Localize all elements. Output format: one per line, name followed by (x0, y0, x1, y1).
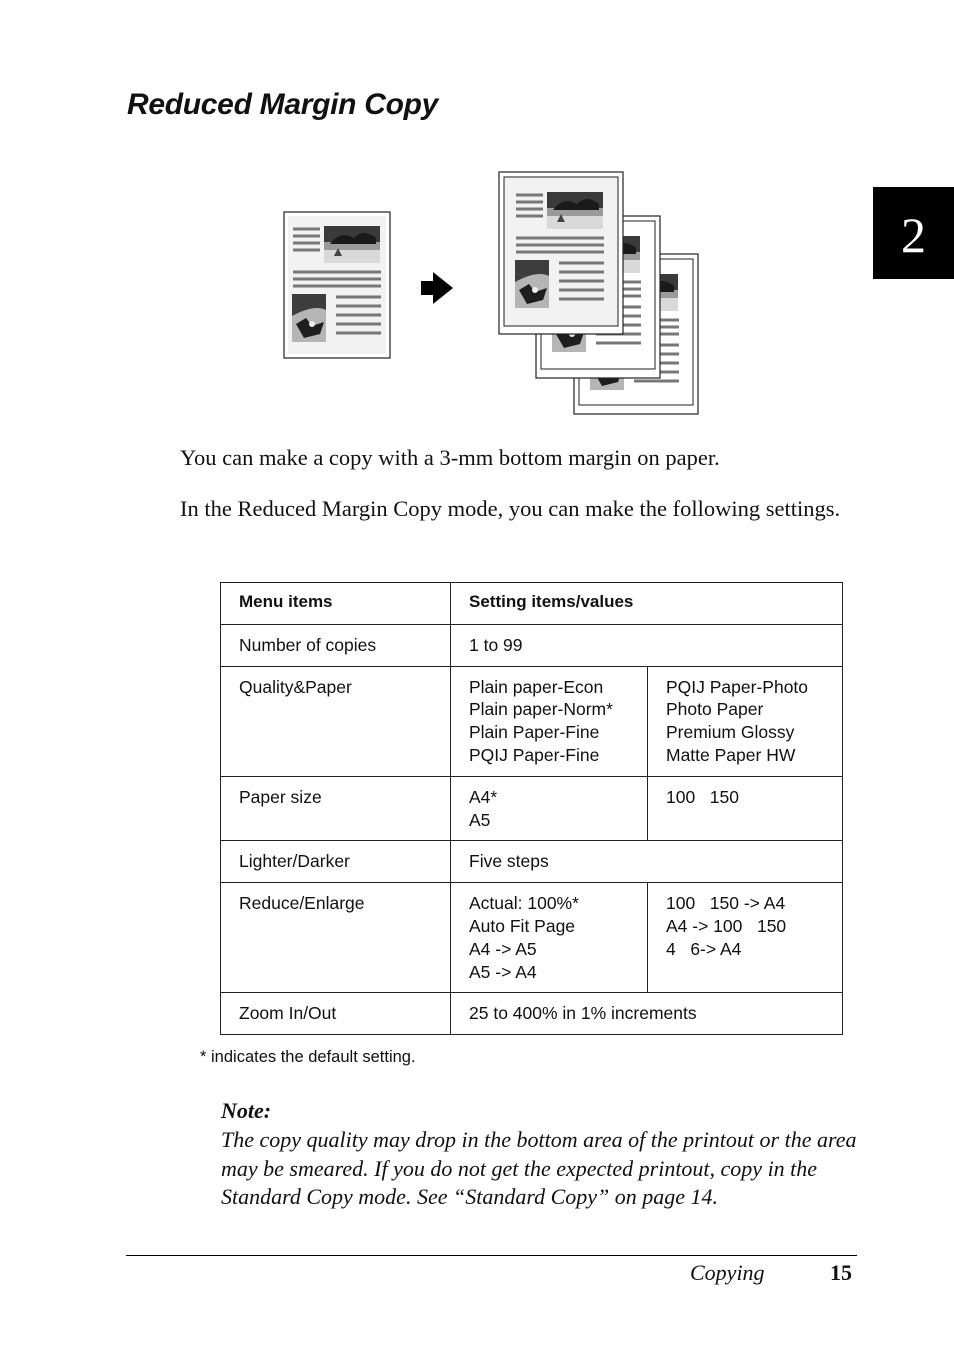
table-row (221, 841, 843, 883)
footer-section-name: Copying (690, 1260, 765, 1285)
row-value: 1 to 99 (451, 624, 843, 666)
row-values-left (451, 776, 648, 841)
value-line: Photo Paper (666, 699, 764, 720)
table-row (221, 776, 843, 841)
footer-divider (126, 1255, 857, 1256)
value-line: Plain paper-Norm* (469, 699, 613, 720)
value-line: A5 (469, 809, 491, 830)
original-page-icon (284, 212, 390, 358)
row-values-right (648, 666, 843, 776)
value-line: A4 -> A5 (469, 938, 537, 959)
table-row (221, 666, 843, 776)
value-line: 4 6-> A4 (666, 938, 742, 959)
page-number: 15 (830, 1260, 852, 1285)
settings-table (220, 582, 843, 1035)
value-line: 100 150 (666, 786, 739, 807)
value-line: PQIJ Paper-Fine (469, 744, 600, 765)
header-menu-items: Menu items (221, 583, 451, 625)
row-value: Five steps (451, 841, 843, 883)
row-values-right (648, 883, 843, 993)
value-line: PQIJ Paper-Photo (666, 676, 809, 697)
row-item: Paper size (221, 776, 451, 841)
value-line: Plain Paper-Fine (469, 722, 600, 743)
table-row (221, 624, 843, 666)
table-row (221, 883, 843, 993)
row-values-left (451, 883, 648, 993)
row-item: Lighter/Darker (221, 841, 451, 883)
value-line: A4 -> 100 150 (666, 915, 787, 936)
value-line: 100 150 -> A4 (666, 893, 786, 914)
right-arrow-icon (421, 272, 453, 304)
row-item: Number of copies (221, 624, 451, 666)
copy-illustration (280, 168, 710, 420)
settings-paragraph: In the Reduced Margin Copy mode, you can make the following settings. (180, 496, 841, 521)
row-item: Zoom In/Out (221, 993, 451, 1035)
intro-paragraph: You can make a copy with a 3-mm bottom margin on paper. (180, 445, 720, 470)
value-line: Auto Fit Page (469, 915, 576, 936)
value-line: A5 -> A4 (469, 961, 537, 982)
value-line: Matte Paper HW (666, 744, 796, 765)
row-values-left (451, 666, 648, 776)
table-header-row (221, 583, 843, 625)
value-line: Actual: 100%* (469, 893, 579, 914)
row-item: Reduce/Enlarge (221, 883, 451, 993)
value-line: A4* (469, 786, 498, 807)
page-title: Reduced Margin Copy (127, 88, 438, 121)
table-row (221, 993, 843, 1035)
copy-page-icon (499, 172, 623, 334)
row-item: Quality&Paper (221, 666, 451, 776)
note-label: Note: (221, 1098, 272, 1123)
header-setting-values: Setting items/values (451, 583, 843, 625)
note-text: The copy quality may drop in the bottom area of the printout or the area may be smeared. If you do not get the expected printout, copy in the Standard Copy mode. See “Standard Copy” on page 14. (221, 1127, 857, 1209)
row-values-right (648, 776, 843, 841)
value-line: Premium Glossy (666, 722, 795, 743)
chapter-tab: 2 (873, 187, 954, 279)
value-line: Plain paper-Econ (469, 676, 604, 697)
row-value: 25 to 400% in 1% increments (451, 993, 843, 1035)
table-footnote: * indicates the default setting. (200, 1048, 416, 1066)
